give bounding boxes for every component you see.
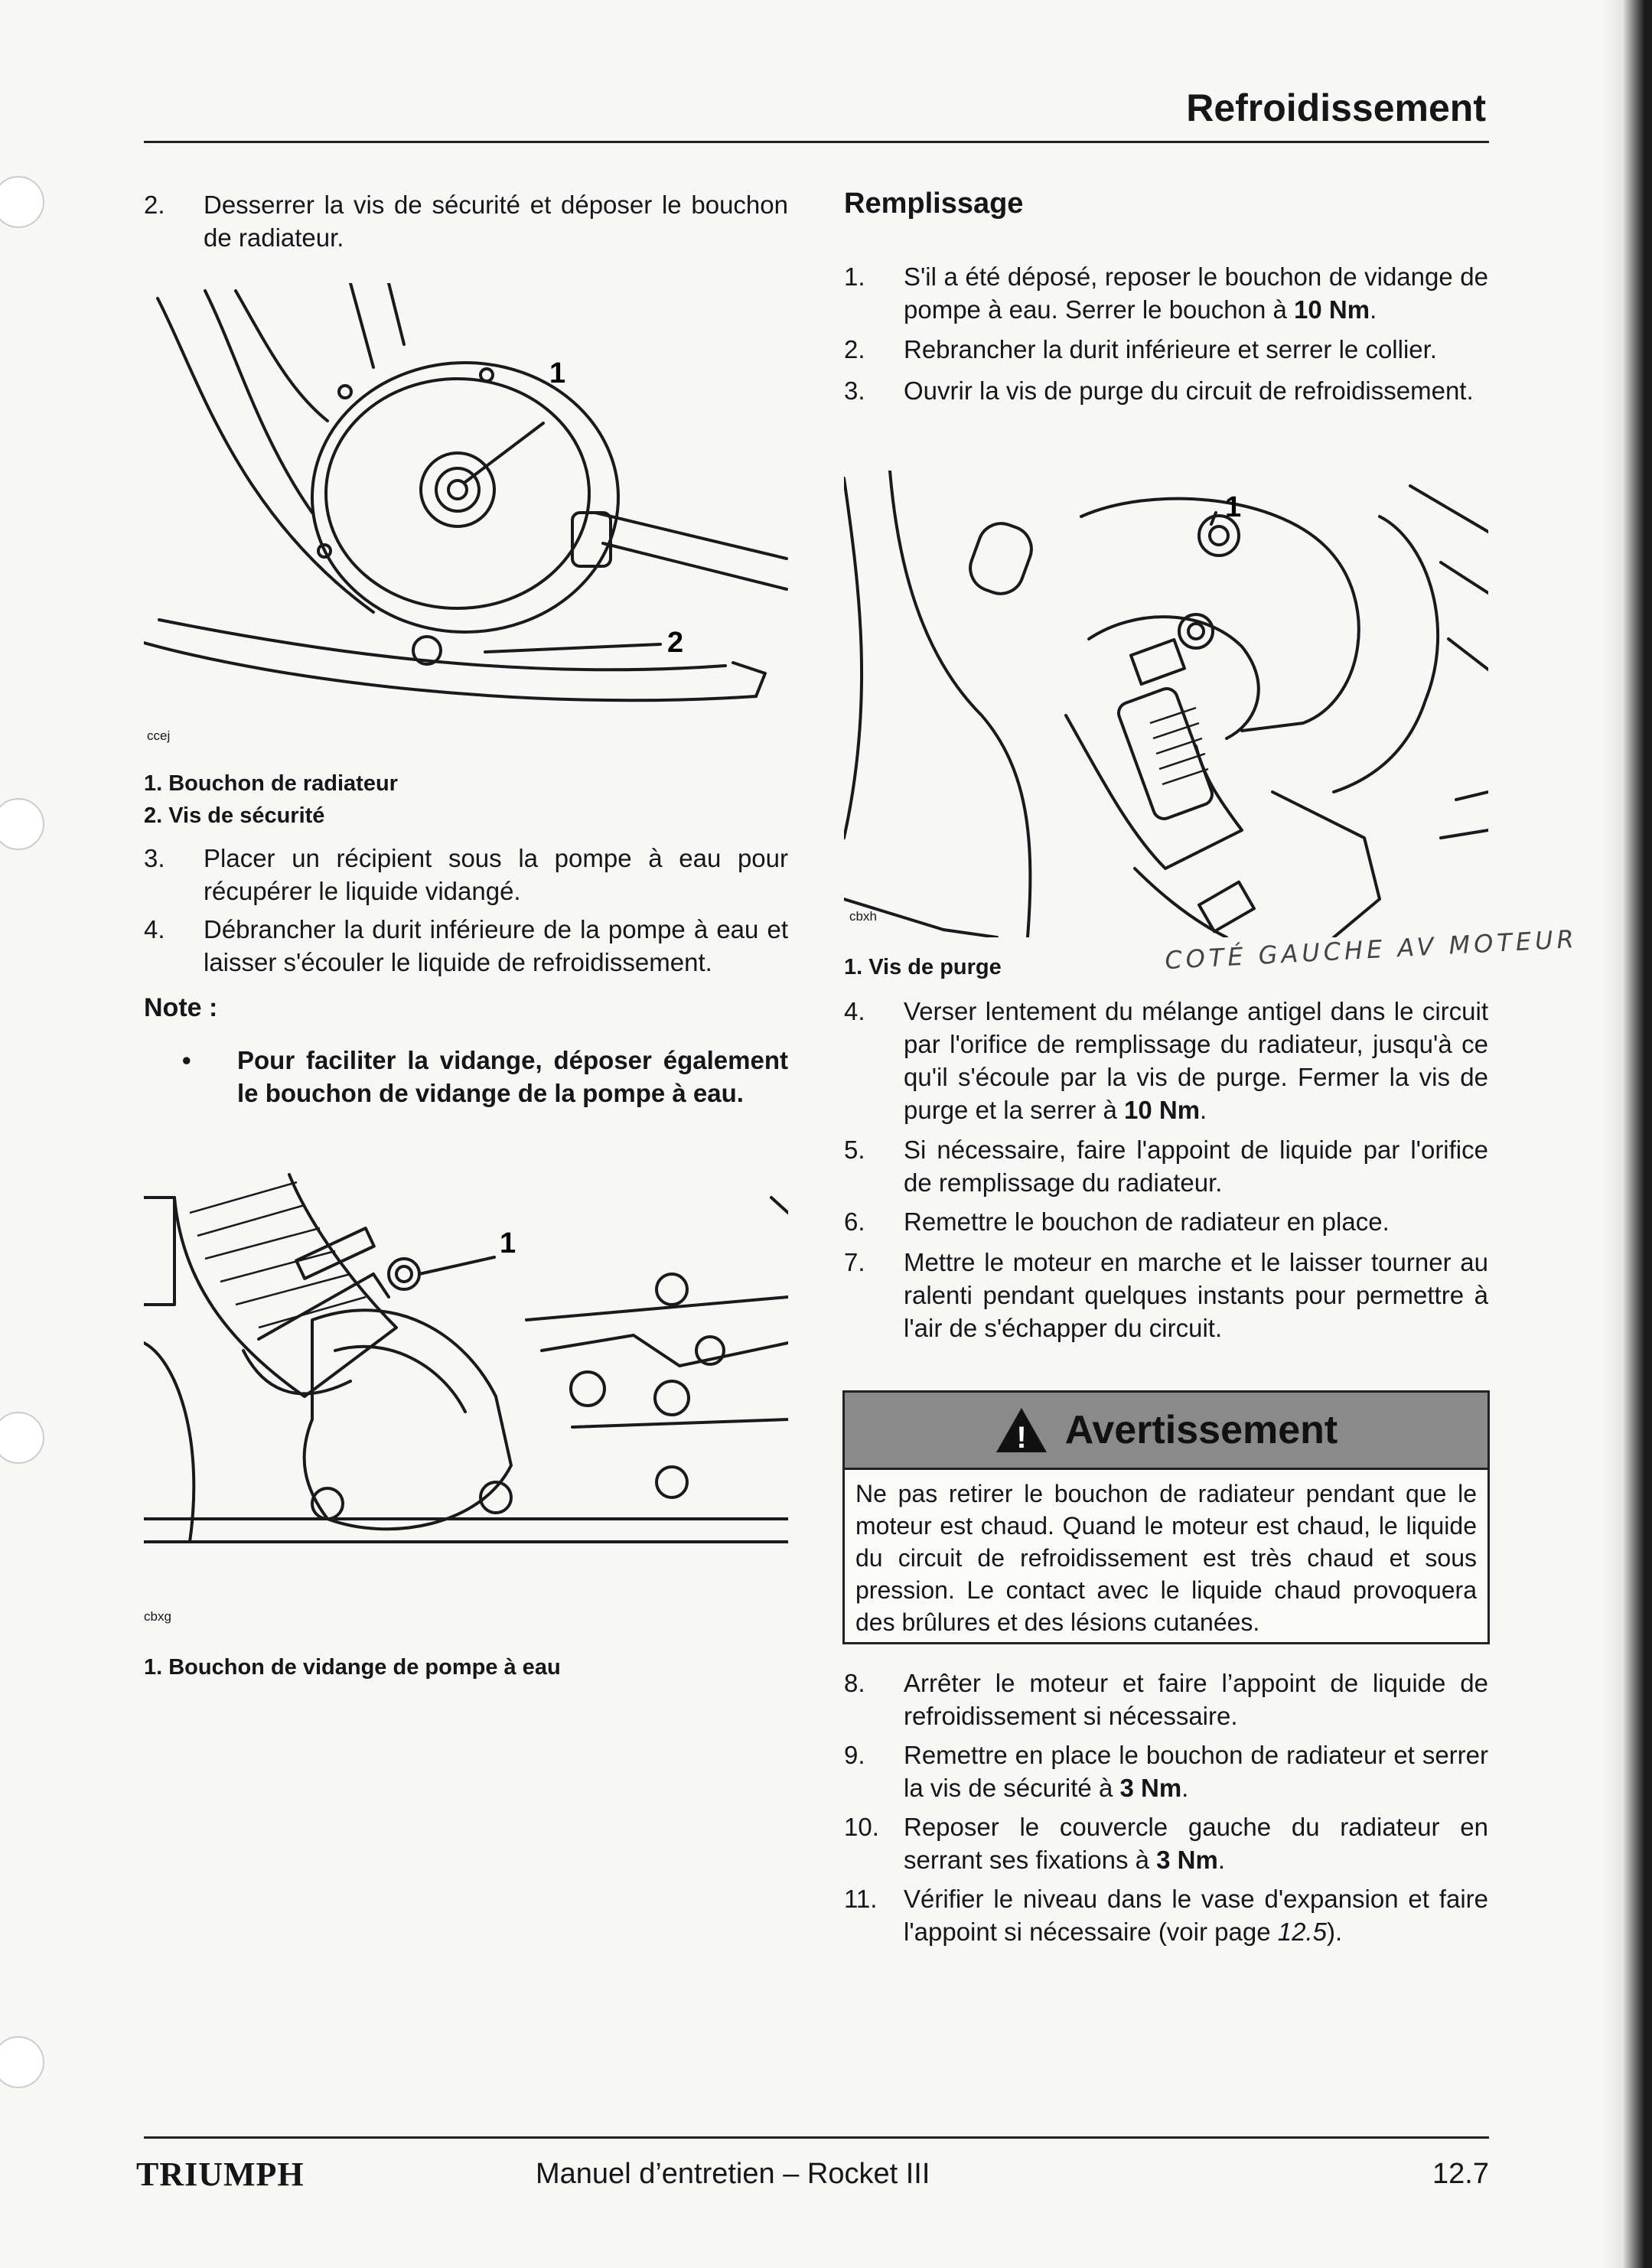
- step-r8: [844, 1667, 1488, 1732]
- step-r5: [844, 1133, 1488, 1199]
- binder-hole-bottom: [0, 2036, 44, 2088]
- step-text: Vérifier le niveau dans le vase d'expansion et faire l'appoint si nécessaire (voir page: [904, 1885, 1488, 1946]
- warning-triangle-icon: [995, 1406, 1048, 1454]
- step-number: 4.: [844, 997, 865, 1025]
- step-2: [144, 188, 788, 254]
- section-title: Refroidissement: [1186, 86, 1486, 129]
- step-r2: [844, 333, 1488, 366]
- fig1-label-1: 1: [549, 357, 566, 389]
- step-text: Arrêter le moteur et faire l’appoint de liquide de refroidissement si nécessaire.: [904, 1669, 1488, 1730]
- step-text: Rebrancher la durit inférieure et serrer le collier.: [904, 335, 1437, 363]
- step-text: Remettre le bouchon de radiateur en place.: [904, 1207, 1390, 1236]
- warning-box: [842, 1390, 1490, 1644]
- step-r3: [844, 374, 1488, 407]
- footer-rule: [144, 2136, 1489, 2139]
- step-text: Desserrer la vis de sécurité et déposer le bouchon de radiateur.: [204, 191, 788, 252]
- step-r6: [844, 1205, 1488, 1238]
- step-3: [144, 842, 788, 908]
- page-reference: 12.5: [1277, 1918, 1327, 1946]
- step-number: 9.: [844, 1741, 865, 1769]
- step-number: 11.: [844, 1885, 878, 1913]
- step-r9: 9. Remettre en place le bouchon de radiateur et serrer la vis de sécurité à 3 Nm.: [844, 1738, 1488, 1804]
- step-text: Placer un récipient sous la pompe à eau pour récupérer le liquide vidangé.: [204, 844, 788, 905]
- step-text: Si nécessaire, faire l'appoint de liquide par l'orifice de remplissage du radiateur.: [904, 1136, 1488, 1197]
- step-number: 8.: [844, 1669, 865, 1697]
- step-number: 7.: [844, 1248, 865, 1276]
- step-text: S'il a été déposé, reposer le bouchon de vidange de pompe à eau. Serrer le bouchon à: [904, 262, 1488, 324]
- step-number: 3.: [844, 376, 865, 405]
- torque-value: 10 Nm: [1294, 295, 1370, 324]
- step-r7: [844, 1246, 1488, 1344]
- step-text: Mettre le moteur en marche et le laisser tourner au ralenti pendant quelques instants pour permettre à l'air de s'échapper du circuit.: [904, 1248, 1488, 1342]
- step-r10: 10. Reposer le couvercle gauche du radiateur en serrant ses fixations à 3 Nm.: [844, 1810, 1488, 1876]
- fig2-code: cbxg: [144, 1609, 171, 1624]
- step-r11: 11. Vérifier le niveau dans le vase d'expansion et faire l'appoint si nécessaire (voir page 12.5).: [844, 1882, 1488, 1948]
- header-rule: [144, 141, 1489, 143]
- step-number: 2.: [844, 335, 865, 363]
- fig1-label-2: 2: [667, 627, 684, 659]
- step-number: 10.: [844, 1813, 879, 1841]
- figure-water-pump-drain: [144, 1167, 788, 1565]
- step-number: 5.: [844, 1136, 865, 1164]
- step-r1: 1. S'il a été déposé, reposer le bouchon de vidange de pompe à eau. Serrer le bouchon à 10 Nm.: [844, 260, 1488, 326]
- torque-value: 10 Nm: [1123, 1096, 1201, 1124]
- step-text: Ouvrir la vis de purge du circuit de refroidissement.: [904, 376, 1474, 405]
- figure-bleed-screw: [844, 471, 1488, 937]
- binder-hole-top: [0, 176, 44, 228]
- torque-value: 3 Nm: [1156, 1846, 1218, 1874]
- step-number: 3.: [144, 844, 165, 872]
- step-text: Verser lentement du mélange antigel dans le circuit par l'orifice de remplissage du radiateur, jusqu'à ce qu'il s'écoule par la vis de purge. Fermer la vis de purge et la serrer à: [904, 997, 1488, 1124]
- fig1-caption-1: 1. Bouchon de radiateur: [144, 771, 398, 796]
- fig1-caption-2: 2. Vis de sécurité: [144, 803, 325, 828]
- step-number: 6.: [844, 1207, 865, 1236]
- warning-header: [845, 1393, 1487, 1470]
- note-text: Pour faciliter la vidange, déposer également le bouchon de vidange de la pompe à eau.: [237, 1046, 788, 1107]
- binder-hole-upper: [0, 798, 44, 850]
- step-number: 1.: [844, 262, 865, 291]
- note-title: Note :: [144, 993, 218, 1022]
- step-4: [144, 913, 788, 979]
- step-r4: 4. Verser lentement du mélange antigel dans le circuit par l'orifice de remplissage du radiateur, jusqu'à ce qu'il s'écoule par la vis de purge. Fermer la vis de purge et la serrer à 10 Nm.: [844, 995, 1488, 1126]
- fig3-caption: 1. Vis de purge: [844, 955, 1002, 979]
- figure-radiator-cap: [144, 283, 788, 735]
- warning-text: Ne pas retirer le bouchon de radiateur pendant que le moteur est chaud. Quand le moteur est chaud, le liquide du circuit de refroidissement est très chaud et sous pression. Le contact avec le liquide chaud provoquera des brûlures et des lésions cutanées.: [855, 1480, 1477, 1636]
- step-number: 2.: [144, 191, 165, 219]
- svg-text:!: !: [1016, 1421, 1027, 1454]
- torque-value: 3 Nm: [1119, 1774, 1182, 1802]
- step-number: 4.: [144, 915, 165, 943]
- step-text: Reposer le couvercle gauche du radiateur en serrant ses fixations à: [904, 1813, 1488, 1874]
- note-item: [178, 1044, 788, 1110]
- page-number: 12.7: [1432, 2158, 1489, 2190]
- warning-title: Avertissement: [1064, 1408, 1338, 1452]
- fig2-label-1: 1: [500, 1227, 516, 1259]
- section-subtitle: Remplissage: [844, 187, 1024, 220]
- handwritten-annotation: COTÉ GAUCHE AV MOTEUR: [1164, 924, 1579, 976]
- step-text: Débrancher la durit inférieure de la pompe à eau et laisser s'écouler le liquide de refroidissement.: [204, 915, 788, 976]
- fig3-label-1: 1: [1225, 491, 1242, 523]
- manual-title: Manuel d’entretien – Rocket III: [536, 2158, 930, 2190]
- step-text: Remettre en place le bouchon de radiateur et serrer la vis de sécurité à: [904, 1741, 1488, 1802]
- fig1-code: ccej: [147, 728, 171, 743]
- fig2-caption: 1. Bouchon de vidange de pompe à eau: [144, 1655, 561, 1680]
- bullet: •: [182, 1046, 191, 1074]
- fig3-code: cbxh: [849, 909, 877, 924]
- binder-hole-lower: [0, 1412, 44, 1464]
- triumph-logo: TRIUMPH: [136, 2156, 305, 2193]
- page-edge-shadow: [1603, 0, 1652, 2268]
